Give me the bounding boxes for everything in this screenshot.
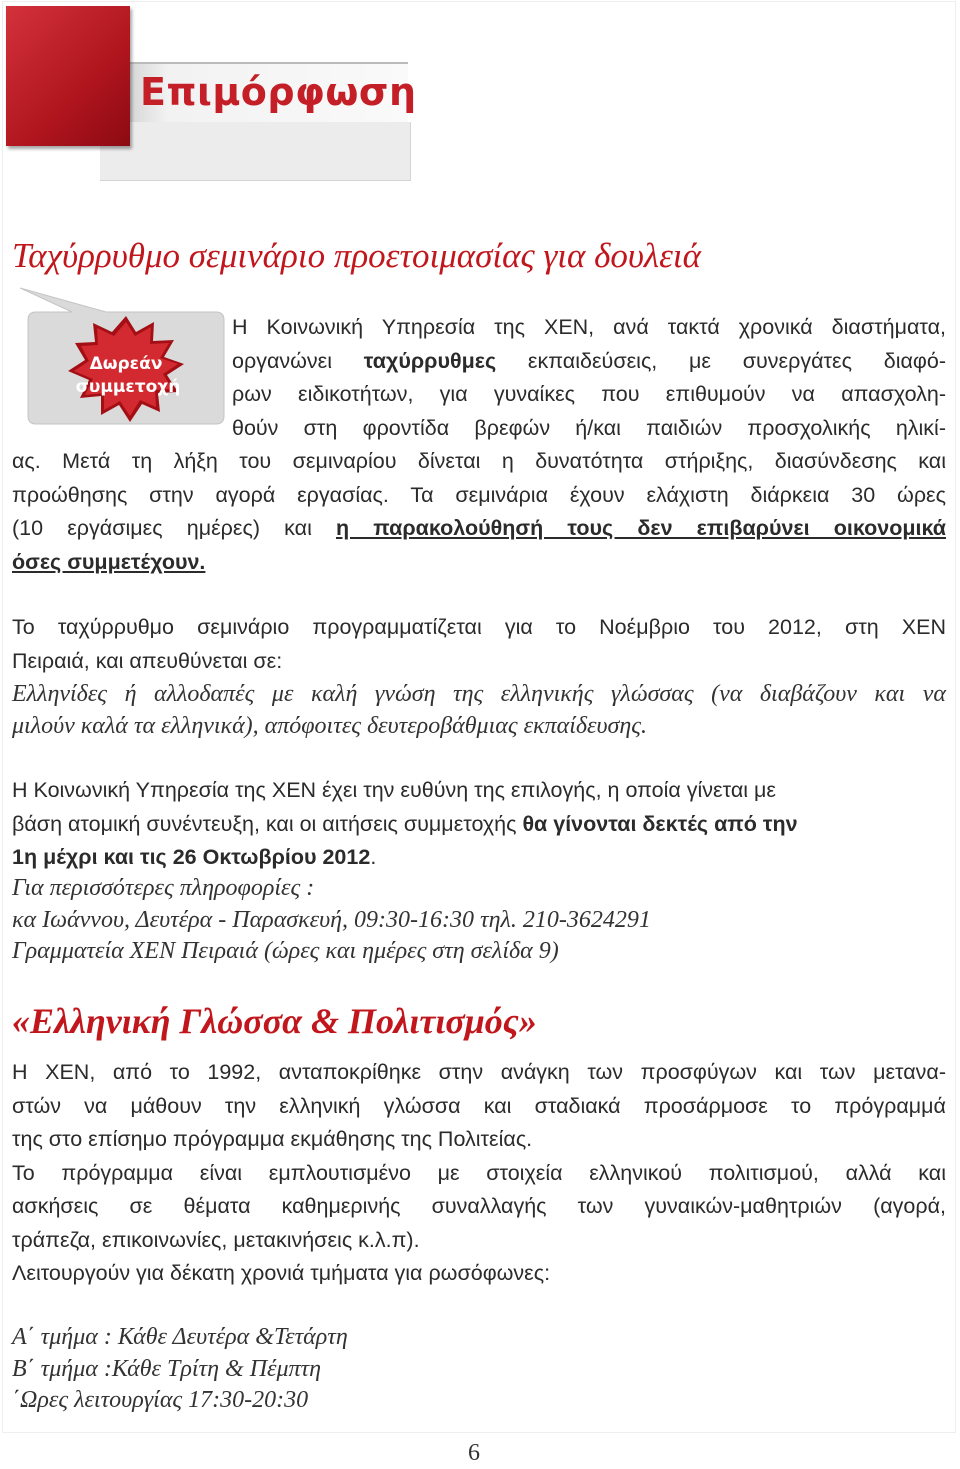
cost-free-note: η παρακολούθησή τους δεν επιβαρύνει οικονομικά (336, 516, 946, 540)
contact-phone: κα Ιωάννου, Δευτέρα - Παρασκευή, 09:30-16:30 τηλ. 210-3624291 (12, 906, 651, 933)
text-line: Η ΧΕΝ, από το 1992, ανταποκρίθηκε στην ανάγκη των προσφύγων και των μετανα- (12, 1060, 946, 1084)
text-line: 1η μέχρι και τις 26 Οκτωβρίου 2012. (12, 845, 377, 869)
text-line: στών να μάθουν την ελληνική γλώσσα και σταδιακά προσάρμοσε το πρόγραμμά (12, 1093, 946, 1118)
schedule-line: Α΄ τμήμα : Κάθε Δευτέρα &Τετάρτη (12, 1324, 348, 1350)
greek-course-heading: «Ελληνική Γλώσσα & Πολιτισμός» (12, 1001, 537, 1041)
text-line: τράπεζα, επικοινωνίες, μετακινήσεις κ.λ.π). (12, 1227, 420, 1252)
deadline-date: 1η μέχρι και τις 26 Οκτωβρίου 2012 (12, 845, 371, 869)
text-line: Η Κοινωνική Υπηρεσία της ΧΕΝ, ανά τακτά χρονικά διαστήματα, (232, 315, 946, 339)
page-title: Επιμόρφωση (140, 70, 417, 114)
header-tab (100, 122, 411, 181)
text-line: Πειραιά, και απευθύνεται σε: (12, 648, 283, 673)
info-line: Γραμματεία ΧΕΝ Πειραιά (ώρες και ημέρες στη σελίδα 9) (12, 938, 559, 964)
free-participation-badge (20, 286, 230, 428)
deadline-bold: θα γίνονται δεκτές από την (522, 811, 798, 836)
info-line: Για περισσότερες πληροφορίες : (12, 875, 315, 901)
seminar-intro-indented (232, 311, 946, 445)
greek-course-description (12, 1056, 946, 1291)
text-line: (10 εργάσιμες ημέρες) και η παρακολούθησή τους δεν επιβαρύνει οικονομικά (12, 516, 946, 540)
seminar-intro-full (12, 445, 946, 579)
class-schedule (12, 1322, 946, 1417)
contact-info (12, 873, 946, 968)
text-line: της στο επίσημο πρόγραμμα εκμάθησης της Πολιτείας. (12, 1127, 533, 1151)
seminar-heading: Ταχύρρυθμο σεμινάριο προετοιμασίας για δουλειά (12, 236, 701, 275)
text-line: Το πρόγραμμα είναι εμπλουτισμένο με στοιχεία ελληνικού πολιτισμού, αλλά και (12, 1160, 946, 1185)
text-line: Λειτουργούν για δέκατη χρονιά τμήματα για ρωσόφωνες: (12, 1261, 551, 1285)
schedule-line: ΄Ωρες λειτουργίας 17:30-20:30 (12, 1387, 309, 1413)
text-line: ασκήσεις σε θέματα καθημερινής συναλλαγής των γυναικών-μαθητριών (αγορά, (12, 1194, 946, 1218)
text-line: θούν στη φροντίδα βρεφών ή/και παιδιών προσχολικής ηλικί- (232, 415, 946, 440)
text-line: μιλούν καλά τα ελληνικά), απόφοιτες δευτεροβάθμιας εκπαίδευσης. (12, 713, 647, 739)
text-line: ας. Μετά τη λήξη του σεμιναρίου δίνεται η δυνατότητα στήριξης, διασύνδεσης και (12, 449, 946, 473)
text-line: προώθησης στην αγορά εργασίας. Τα σεμινάρια έχουν ελάχιστη διάρκεια 30 ώρες (12, 482, 946, 507)
bold-term: ταχύρρυθμες (363, 348, 497, 373)
text-line (12, 546, 946, 580)
cost-free-note-end: όσες συμμετέχουν. (12, 549, 206, 574)
badge-line2: συμμετοχή (75, 377, 181, 397)
text-line: ρων ειδικοτήτων, για γυναίκες που επιθυμούν να απασχολη- (232, 382, 946, 406)
text-line: Ελληνίδες ή αλλοδαπές με καλή γνώση της ελληνικής γλώσσας (να διαβάζουν και να (12, 681, 946, 707)
text-line: βάση ατομική συνέντευξη, και οι αιτήσεις συμμετοχής θα γίνονται δεκτές από την (12, 811, 798, 836)
seminar-schedule (12, 611, 946, 742)
page-number: 6 (468, 1440, 480, 1466)
schedule-line: Β΄ τμήμα :Κάθε Τρίτη & Πέμπτη (12, 1355, 322, 1382)
seminar-selection (12, 774, 946, 875)
header-accent-block (6, 6, 130, 146)
badge-line1: Δωρεάν (89, 354, 163, 374)
text-line: οργανώνει ταχύρρυθμες εκπαιδεύσεις, με συνεργάτες διαφό- (232, 348, 946, 373)
text-line: Το ταχύρρυθμο σεμινάριο προγραμματίζεται για το Νοέμβριο του 2012, στη ΧΕΝ (12, 615, 946, 639)
text-line: Η Κοινωνική Υπηρεσία της ΧΕΝ έχει την ευθύνη της επιλογής, η οποία γίνεται με (12, 778, 776, 802)
